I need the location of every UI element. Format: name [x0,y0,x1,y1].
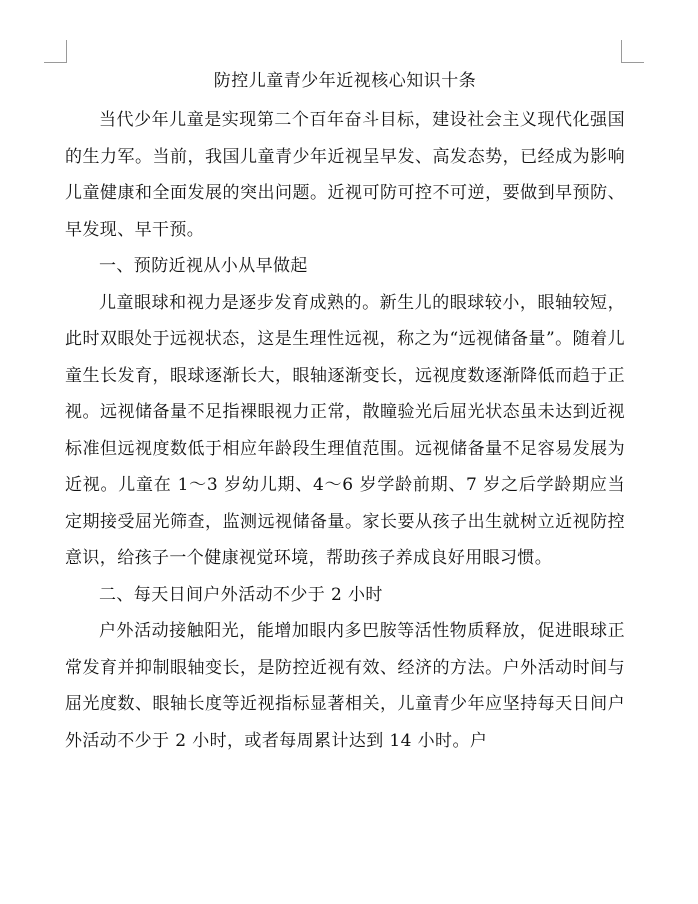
crop-mark-top-left [44,40,67,63]
crop-mark-top-right [621,40,644,63]
intro-paragraph: 当代少年儿童是实现第二个百年奋斗目标，建设社会主义现代化强国的生力军。当前，我国儿童青少年近视呈早发、高发态势，已经成为影响儿童健康和全面发展的突出问题。近视可防可控不可逆，要做到早预防、早发现、早干预。 [65,110,625,240]
section-2-body: 户外活动接触阳光，能增加眼内多巴胺等活性物质释放，促进眼球正常发育并抑制眼轴变长，是防控近视有效、经济的方法。户外活动时间与屈光度数、眼轴长度等近视指标显著相关，儿童青少年应坚持每天日间户外活动不少于 2 小时，或者每周累计达到 14 小时。户 [65,621,625,751]
document-body [65,64,625,759]
document-title: 防控儿童青少年近视核心知识十条 [213,71,477,91]
section-1-body: 儿童眼球和视力是逐步发育成熟的。新生儿的眼球较小，眼轴较短，此时双眼处于远视状态，这是生理性远视，称之为“远视储备量”。随着儿童生长发育，眼球逐渐长大，眼轴逐渐变长，远视度数逐渐降低而趋于正视。远视储备量不足指裸眼视力正常，散瞳验光后屈光状态虽未达到近视标准但远视度数低于相应年龄段生理值范围。远视储备量不足容易发展为近视。儿童在 1～3 岁幼儿期、4～6 岁学龄前期、7 岁之后学龄期应当定期接受屈光筛查，监测远视储备量。家长要从孩子出生就树立近视防控意识，给孩子一个健康视觉环境，帮助孩子养成良好用眼习惯。 [65,292,625,568]
section-2-heading: 二、每天日间户外活动不少于 2 小时 [99,584,383,605]
section-1-heading: 一、预防近视从小从早做起 [99,256,308,276]
